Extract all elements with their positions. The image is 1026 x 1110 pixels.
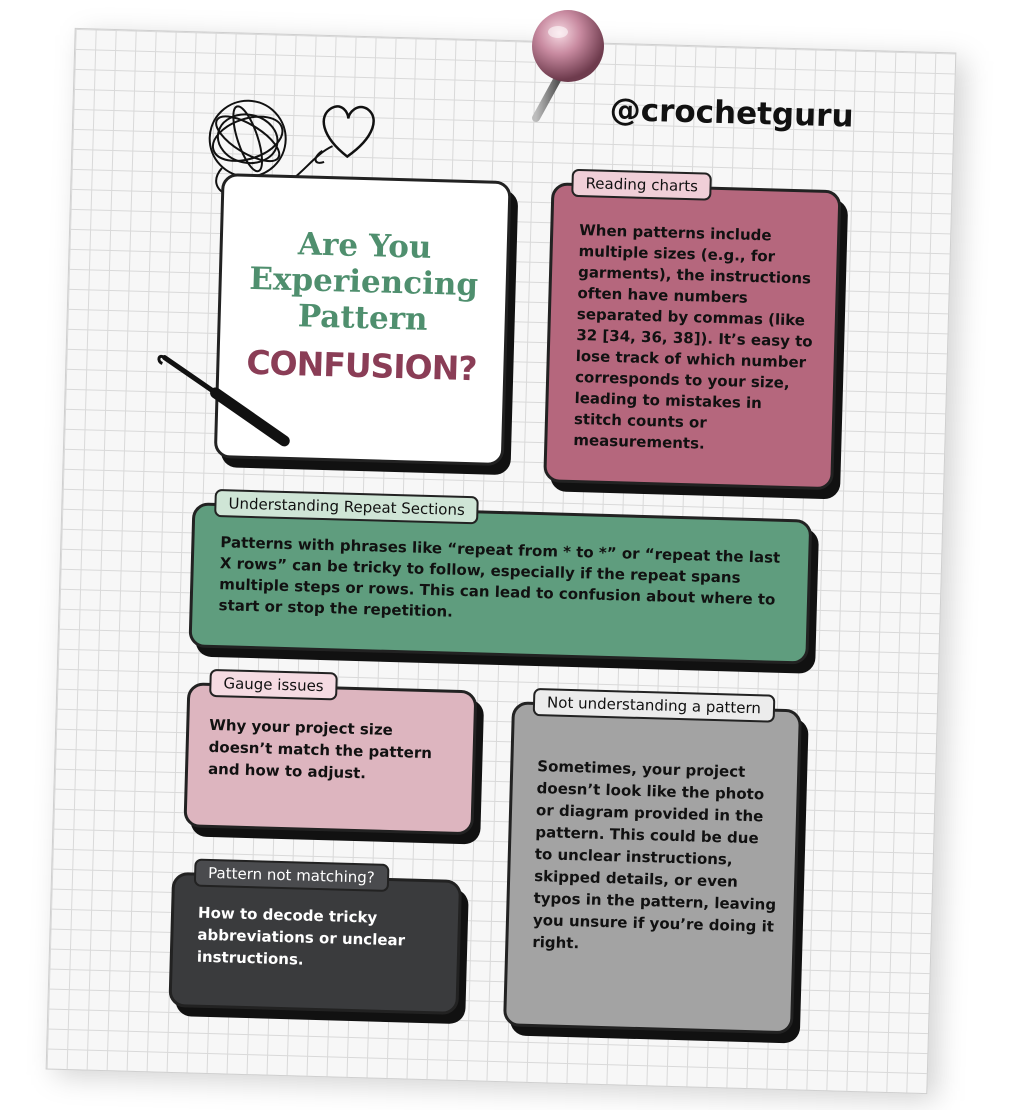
not-matching-card bbox=[168, 872, 462, 1015]
not-understanding-text: Sometimes, your project doesn’t look like the photo or diagram provided in the pattern. This could be due to unclear instructions, skipped details, or even typos in the pattern, leaving you unsure if you’re doing it right. bbox=[532, 757, 777, 953]
repeat-sections-tag: Understanding Repeat Sections bbox=[214, 489, 479, 524]
title-line-1: Are You bbox=[297, 226, 432, 266]
repeat-sections-text: Patterns with phrases like “repeat from * to *” or “repeat the last X rows” can be tricky to follow, especially if the repeat spans multiple steps or rows. This can lead to confusion about where to start or stop the repetition. bbox=[218, 533, 781, 621]
title-line-3: Pattern bbox=[297, 298, 429, 338]
not-matching-text: How to decode tricky abbreviations or unclear instructions. bbox=[196, 903, 406, 969]
title-line-2: Experiencing bbox=[248, 260, 479, 304]
push-pin-icon bbox=[520, 6, 620, 126]
not-understanding-tag: Not understanding a pattern bbox=[533, 688, 776, 723]
title-confusion: CONFUSION? bbox=[245, 342, 477, 389]
gauge-issues-tag: Gauge issues bbox=[209, 669, 338, 701]
reading-charts-text: When patterns include multiple sizes (e.g., for garments), the instructions often have numbers separated by commas (like 32 [34, 36, 38]). It’s easy to lose track of which number corresponds to your size, leading to mistakes in stitch counts or measurements. bbox=[573, 221, 813, 453]
gauge-issues-card bbox=[183, 682, 477, 835]
gauge-issues-text: Why your project size doesn’t match the pattern and how to adjust. bbox=[207, 715, 433, 783]
not-understanding-card bbox=[503, 701, 802, 1034]
grid-paper bbox=[46, 28, 957, 1094]
not-matching-tag: Pattern not matching? bbox=[194, 859, 389, 892]
crochet-hook-icon bbox=[154, 351, 307, 455]
reading-charts-card bbox=[543, 182, 841, 490]
social-handle: @crochetguru bbox=[609, 91, 855, 135]
repeat-sections-card bbox=[188, 502, 812, 664]
reading-charts-tag: Reading charts bbox=[571, 169, 712, 201]
heart-icon bbox=[312, 96, 384, 168]
